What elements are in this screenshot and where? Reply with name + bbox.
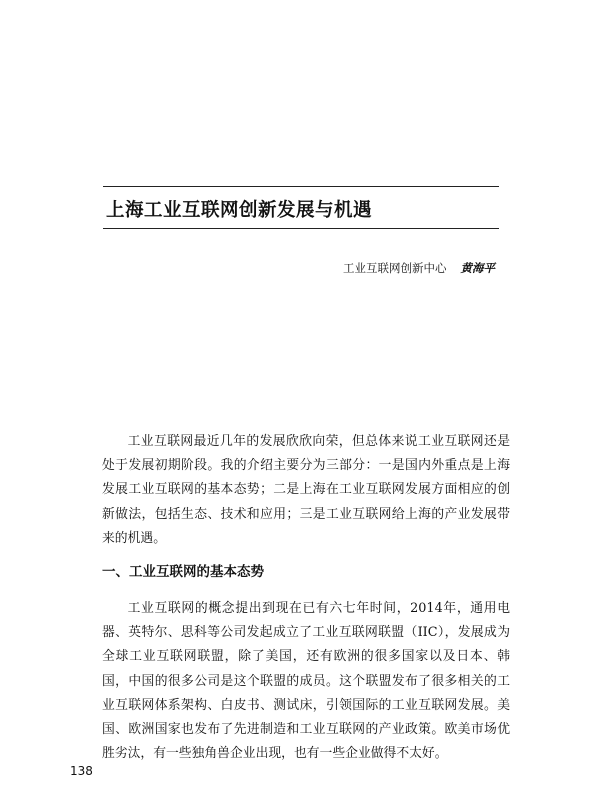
title-top-rule <box>103 186 499 187</box>
title-bottom-rule <box>103 228 499 229</box>
affiliation: 工业互联网创新中心 <box>343 261 447 275</box>
article-title: 上海工业互联网创新发展与机遇 <box>106 200 373 221</box>
section-heading: 一、工业互联网的基本态势 <box>102 564 264 580</box>
page-number: 138 <box>70 764 93 778</box>
author-line <box>343 260 495 276</box>
author-name: 黄海平 <box>460 261 495 275</box>
intro-paragraph: 工业互联网最近几年的发展欣欣向荣，但总体来说工业互联网还是处于发展初期阶段。我的介绍主要分为三部分：一是国内外重点是上海发展工业互联网的基本态势；二是上海在工业互联网发展方面相应的创新做法，包括生态、技术和应用；三是工业互联网给上海的产业发展带来的机遇。 <box>102 434 510 546</box>
section-paragraph: 工业互联网的概念提出到现在已有六七年时间，2014年，通用电器、英特尔、思科等公司发起成立了工业互联网联盟（IIC），发展成为全球工业互联网联盟，除了美国，还有欧洲的很多国家以及日本、韩国，中国的很多公司是这个联盟的成员。这个联盟发布了很多相关的工业互联网体系架构、白皮书、测试床，引领国际的工业互联网发展。美国、欧洲国家也发布了先进制造和工业互联网的产业政策。欧美市场优胜劣汰，有一些独角兽企业出现，也有一些企业做得不太好。 <box>102 601 510 762</box>
